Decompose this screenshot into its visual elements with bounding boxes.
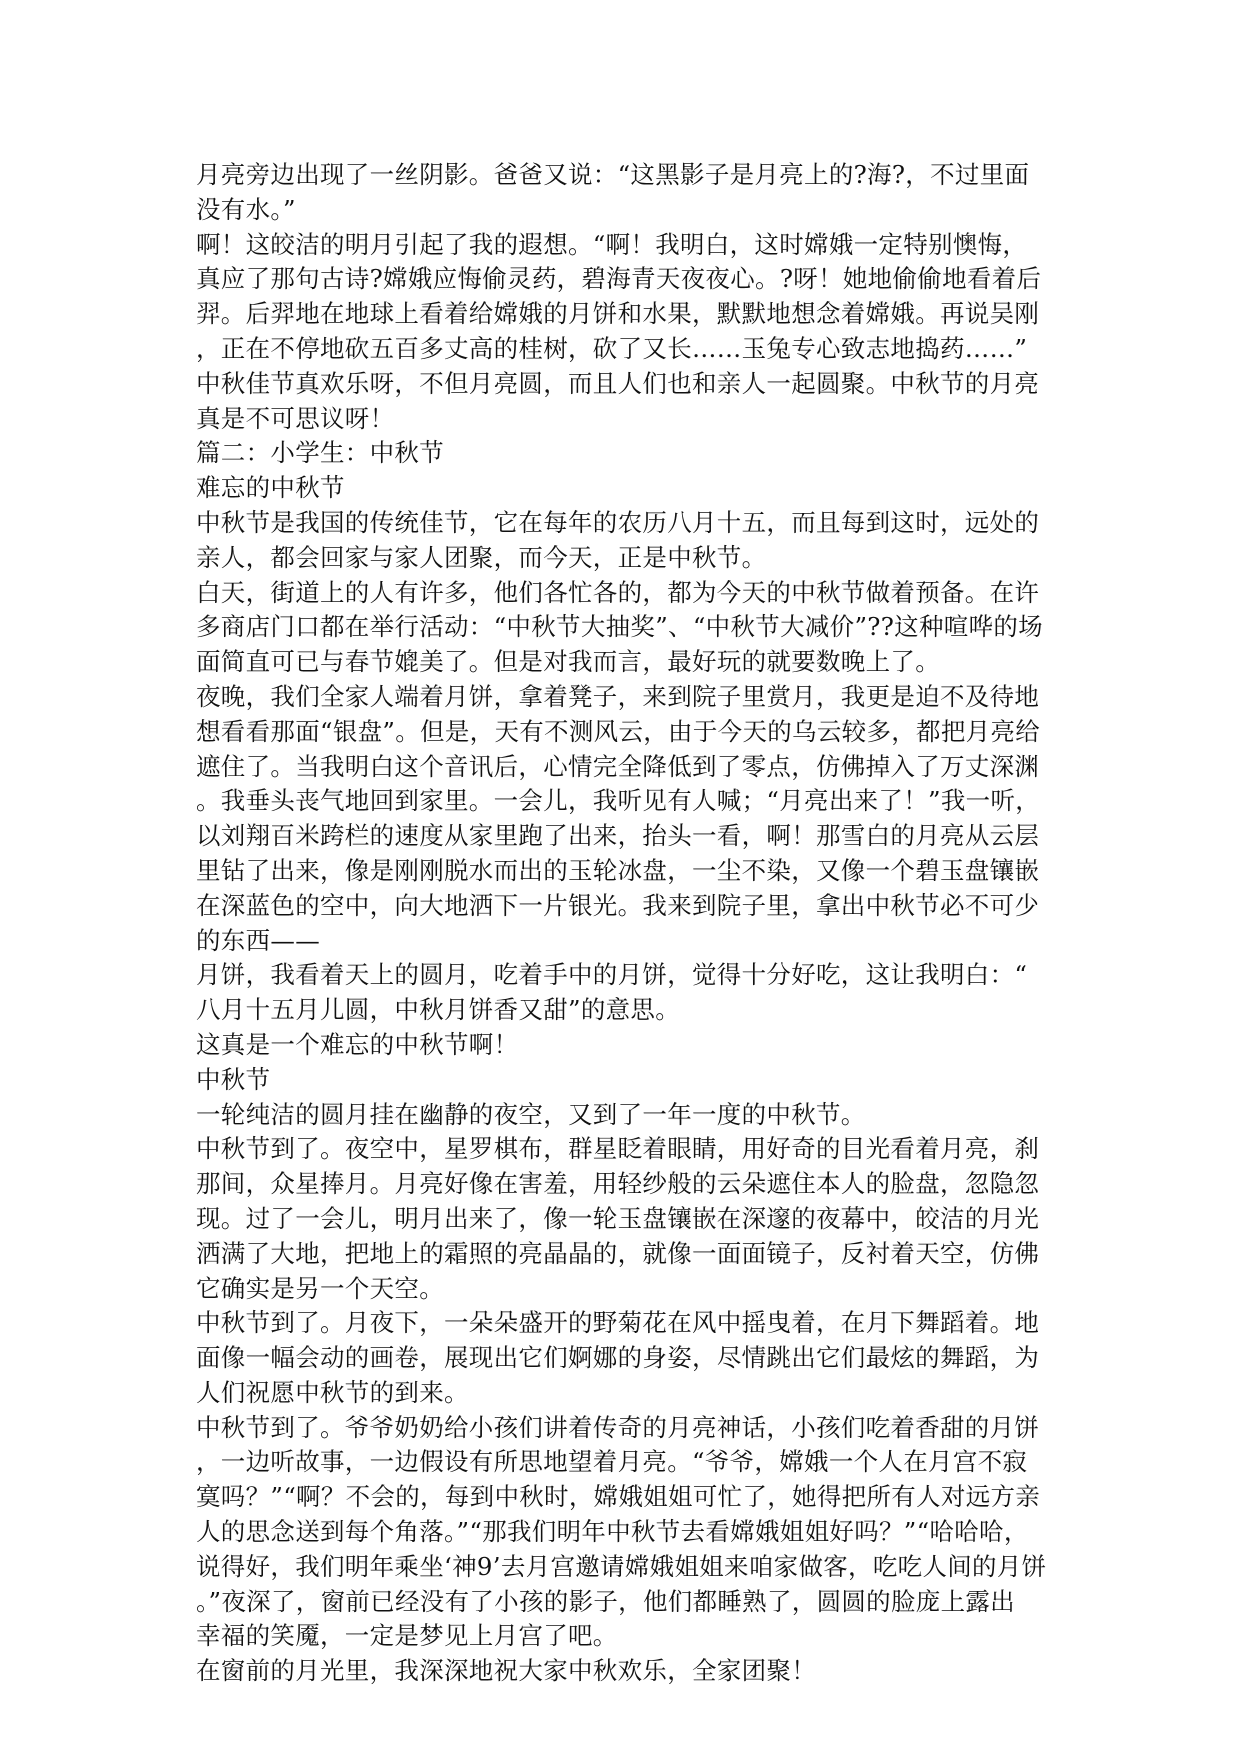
text-line: 在深蓝色的空中，向大地洒下一片银光。我来到院子里，拿出中秋节必不可少	[196, 890, 1040, 920]
text-line: 这真是一个难忘的中秋节啊！	[196, 1029, 519, 1059]
text-line: 八月十五月儿圆，中秋月饼香又甜”的意思。	[196, 995, 681, 1025]
text-line: ，正在不停地砍五百多丈高的桂树，砍了又长……玉兔专心致志地捣药……”	[196, 333, 1028, 363]
text-line: 那间，众星捧月。月亮好像在害羞，用轻纱般的云朵遮住本人的脸盘，忽隐忽	[196, 1169, 1040, 1199]
text-line: 想看看那面“银盘”。但是，天有不测风云，由于今天的乌云较多，都把月亮给	[196, 716, 1041, 746]
article-title: 中秋节	[196, 1064, 271, 1094]
text-line: 羿。后羿地在地球上看着给嫦娥的月饼和水果，默默地想念着嫦娥。再说吴刚	[196, 299, 1040, 329]
text-line: 说得好，我们明年乘坐‘神9’去月宫邀请嫦娥姐姐来咱家做客，吃吃人间的月饼	[196, 1551, 1047, 1581]
text-line: 现。过了一会儿，明月出来了，像一轮玉盘镶嵌在深邃的夜幕中，皎洁的月光	[196, 1203, 1040, 1233]
text-line: 面像一幅会动的画卷，展现出它们婀娜的身姿，尽情跳出它们最炫的舞蹈，为	[196, 1343, 1040, 1373]
text-line: 。我垂头丧气地回到家里。一会儿，我听见有人喊；“月亮出来了！”我一听，	[196, 786, 1041, 816]
text-line: 没有水。”	[196, 194, 296, 224]
text-line: 以刘翔百米跨栏的速度从家里跑了出来，抬头一看，啊！那雪白的月亮从云层	[196, 821, 1040, 851]
document-body	[196, 158, 1046, 1689]
text-line: 人的思念送到每个角落。”“那我们明年中秋节去看嫦娥姐姐好吗？”“哈哈哈，	[196, 1517, 1029, 1547]
text-line: 在窗前的月光里，我深深地祝大家中秋欢乐，全家团聚！	[196, 1656, 816, 1686]
text-line: 人们祝愿中秋节的到来。	[196, 1377, 469, 1407]
text-line: 面简直可已与春节媲美了。但是对我而言，最好玩的就要数晚上了。	[196, 647, 940, 677]
text-line: 寞吗？”“啊？不会的，每到中秋时，嫦娥姐姐可忙了，她得把所有人对远方亲	[196, 1482, 1041, 1512]
text-line: 中秋节是我国的传统佳节，它在每年的农历八月十五，而且每到这时，远处的	[196, 507, 1040, 537]
text-line: 亲人，都会回家与家人团聚，而今天，正是中秋节。	[196, 542, 767, 572]
text-line: 。”夜深了，窗前已经没有了小孩的影子，他们都睡熟了，圆圆的脸庞上露出	[196, 1586, 1015, 1616]
article-title: 难忘的中秋节	[196, 473, 345, 503]
text-line: 里钻了出来，像是刚刚脱水而出的玉轮冰盘，一尘不染，又像一个碧玉盘镶嵌	[196, 855, 1040, 885]
text-line: 月亮旁边出现了一丝阴影。爸爸又说：“这黑影子是月亮上的?海?，不过里面	[196, 160, 1030, 189]
text-line: 中秋节到了。夜空中，星罗棋布，群星眨着眼睛，用好奇的目光看着月亮，刹	[196, 1134, 1040, 1164]
text-line: 中秋节到了。爷爷奶奶给小孩们讲着传奇的月亮神话，小孩们吃着香甜的月饼	[196, 1412, 1040, 1442]
text-line: ，一边听故事，一边假设有所思地望着月亮。“爷爷，嫦娥一个人在月宫不寂	[196, 1447, 1028, 1477]
text-line: 夜晚，我们全家人端着月饼，拿着凳子，来到院子里赏月，我更是迫不及待地	[196, 681, 1040, 711]
text-line: 多商店门口都在举行活动：“中秋节大抽奖”、“中秋节大减价”??这种喧哗的场	[196, 612, 1043, 642]
text-line: 真是不可思议呀！	[196, 403, 395, 433]
text-line: 它确实是另一个天空。	[196, 1273, 444, 1303]
text-line: 白天，街道上的人有许多，他们各忙各的，都为今天的中秋节做着预备。在许	[196, 577, 1040, 607]
text-line: 的东西——	[196, 925, 320, 955]
text-line: 洒满了大地，把地上的霜照的亮晶晶的，就像一面面镜子，反衬着天空，仿佛	[196, 1238, 1040, 1268]
text-line: 啊！这皎洁的明月引起了我的遐想。“啊！我明白，这时嫦娥一定特别懊悔，	[196, 229, 1028, 259]
text-line: 真应了那句古诗?嫦娥应悔偷灵药，碧海青天夜夜心。?呀！她地偷偷地看着后	[196, 264, 1042, 294]
text-line: 一轮纯洁的圆月挂在幽静的夜空，又到了一年一度的中秋节。	[196, 1099, 866, 1129]
text-line: 月饼，我看着天上的圆月，吃着手中的月饼，觉得十分好吃，这让我明白：“	[196, 960, 1028, 990]
text-line: 中秋节到了。月夜下，一朵朵盛开的野菊花在风中摇曳着，在月下舞蹈着。地	[196, 1308, 1040, 1338]
text-line: 遮住了。当我明白这个音讯后，心情完全降低到了零点，仿佛掉入了万丈深渊	[196, 751, 1040, 781]
text-line: 中秋佳节真欢乐呀，不但月亮圆，而且人们也和亲人一起圆聚。中秋节的月亮	[196, 368, 1040, 398]
section-heading: 篇二：小学生：中秋节	[196, 438, 444, 468]
text-line: 幸福的笑魇，一定是梦见上月宫了吧。	[196, 1621, 618, 1651]
